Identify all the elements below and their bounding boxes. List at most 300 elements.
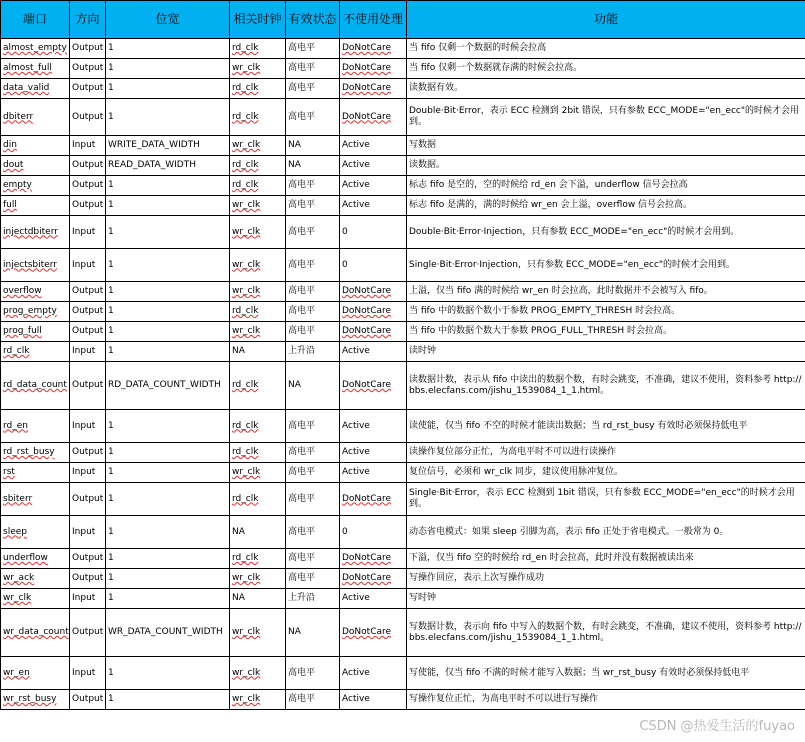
cell-active-state-text: 高电平 — [288, 667, 316, 678]
cell-function — [407, 516, 805, 549]
cell-function-text: 写操作回应，表示上次写操作成功 — [409, 573, 545, 583]
cell-port — [1, 589, 70, 609]
cell-function — [407, 176, 805, 196]
cell-direction-text: Output — [72, 286, 104, 296]
table-row — [1, 282, 805, 302]
table-row — [1, 249, 805, 282]
cell-function — [407, 463, 805, 483]
cell-width-text: 1 — [108, 694, 114, 704]
cell-unused-handling — [340, 196, 407, 216]
cell-active-state — [286, 589, 340, 609]
cell-port-text: almost_empty — [3, 43, 67, 53]
cell-clock — [230, 569, 286, 589]
cell-port — [1, 463, 70, 483]
cell-width-text: 1 — [108, 447, 114, 457]
header-port: 端口 — [1, 1, 70, 39]
cell-active-state — [286, 99, 340, 136]
cell-direction-text: Output — [72, 160, 104, 170]
cell-unused-handling — [340, 342, 407, 362]
cell-clock-text: rd_clk — [232, 420, 259, 431]
cell-clock — [230, 216, 286, 249]
cell-active-state — [286, 156, 340, 176]
cell-direction-text: Output — [72, 111, 104, 122]
cell-active-state-text: 高电平 — [288, 286, 316, 296]
cell-active-state — [286, 39, 340, 59]
cell-direction-text: Output — [72, 553, 104, 563]
watermark: CSDN @热爱生活的fuyao — [639, 719, 795, 734]
cell-port — [1, 99, 70, 136]
cell-unused-handling-text: Active — [342, 467, 370, 477]
cell-port — [1, 342, 70, 362]
cell-function — [407, 196, 805, 216]
cell-unused-handling — [340, 79, 407, 99]
cell-width — [106, 690, 230, 710]
cell-function — [407, 609, 805, 657]
cell-clock-text: NA — [232, 526, 245, 537]
table-row — [1, 196, 805, 216]
cell-clock-text: NA — [232, 346, 245, 356]
cell-width-text: 1 — [108, 226, 114, 237]
cell-unused-handling-text: DoNotCare — [342, 326, 392, 336]
cell-unused-handling-text: DoNotCare — [342, 286, 392, 296]
cell-direction — [70, 362, 106, 410]
cell-unused-handling-text: Active — [342, 694, 370, 704]
cell-function — [407, 410, 805, 443]
cell-function-text: 读使能，仅当 fifo 不空的时候才能读出数据；当 rd_rst_busy 有效时必须保持低电平 — [409, 420, 748, 431]
table-row — [1, 322, 805, 342]
cell-function-text: 下溢，仅当 fifo 空的时候给 rd_en 时会拉高，此时并没有数据被读出来 — [409, 553, 694, 563]
cell-function — [407, 342, 805, 362]
cell-active-state-text: 高电平 — [288, 493, 316, 504]
cell-direction-text: Output — [72, 83, 104, 93]
cell-port — [1, 196, 70, 216]
cell-width — [106, 79, 230, 99]
table-row — [1, 657, 805, 690]
cell-unused-handling-text: DoNotCare — [342, 553, 392, 563]
cell-active-state — [286, 79, 340, 99]
cell-clock-text: rd_clk — [232, 447, 259, 457]
cell-width-text: 1 — [108, 83, 114, 93]
cell-port — [1, 302, 70, 322]
cell-port — [1, 79, 70, 99]
cell-function-text: 当 fifo 中的数据个数小于参数 PROG_EMPTY_THRESH 时会拉高。 — [409, 306, 681, 316]
cell-unused-handling — [340, 609, 407, 657]
cell-width — [106, 516, 230, 549]
cell-port-text: wr_data_count — [3, 627, 69, 637]
cell-function-text: 当 fifo 仅剩一个数据就存满的时候会拉高。 — [409, 63, 583, 73]
cell-width — [106, 609, 230, 657]
cell-function-text: 读操作复位部分正忙，为高电平时不可以进行读操作 — [409, 447, 617, 457]
cell-active-state-text: 高电平 — [288, 467, 316, 477]
cell-port-text: data_valid — [3, 83, 50, 93]
cell-active-state — [286, 549, 340, 569]
cell-clock-text: NA — [232, 593, 245, 603]
cell-port-text: injectdbiterr — [3, 226, 58, 237]
cell-active-state-text: 上升沿 — [288, 593, 316, 603]
cell-clock — [230, 59, 286, 79]
cell-active-state-text: 高电平 — [288, 111, 316, 122]
cell-port — [1, 443, 70, 463]
cell-function-text: Single·Bit·Error·Injection，只有参数 ECC_MODE="en_ecc"的时候才会用到。 — [409, 259, 736, 270]
cell-function-text: 复位信号，必须和 wr_clk 同步，建议使用脉冲复位。 — [409, 467, 623, 477]
cell-direction — [70, 657, 106, 690]
cell-function — [407, 322, 805, 342]
cell-clock-text: wr_clk — [232, 286, 261, 296]
cell-function-text: 动态省电模式：如果 sleep 引脚为高，表示 fifo 正处于省电模式。一般常为 0。 — [409, 526, 729, 537]
cell-clock-text: rd_clk — [232, 160, 259, 170]
cell-clock-text: wr_clk — [232, 200, 261, 210]
cell-clock — [230, 410, 286, 443]
cell-unused-handling — [340, 589, 407, 609]
cell-width-text: 1 — [108, 63, 114, 73]
cell-port-text: rd_data_count — [3, 380, 67, 390]
cell-width-text: WR_DATA_COUNT_WIDTH — [108, 627, 223, 637]
header-function: 功能 — [407, 1, 805, 39]
cell-port-text: rst — [3, 467, 15, 477]
cell-width — [106, 589, 230, 609]
cell-port — [1, 690, 70, 710]
cell-function-text: 标志 fifo 是满的，满的时候给 wr_en 会上溢，overflow 信号会拉高。 — [409, 200, 693, 210]
cell-clock — [230, 589, 286, 609]
header-width: 位宽 — [106, 1, 230, 39]
cell-port-text: overflow — [3, 286, 42, 296]
cell-function-text: 读数据计数，表示从 fifo 中读出的数据个数，有时会跳变，不准确，建议不使用，资料参考 http://bbs.elecfans.com/jishu_1539084_1_1.html。 — [409, 374, 802, 396]
cell-active-state — [286, 362, 340, 410]
cell-direction-text: Output — [72, 493, 104, 504]
cell-width — [106, 136, 230, 156]
cell-direction — [70, 549, 106, 569]
cell-function-text: Double·Bit·Error，表示 ECC 检测到 2bit 错误，只有参数 ECC_MODE="en_ecc"的时候才会用到。 — [409, 106, 799, 127]
table-row — [1, 483, 805, 516]
cell-direction-text: Input — [72, 593, 96, 603]
cell-clock-text: rd_clk — [232, 380, 259, 390]
cell-active-state — [286, 443, 340, 463]
cell-unused-handling-text: DoNotCare — [342, 380, 392, 390]
cell-port-text: din — [3, 140, 17, 150]
cell-clock — [230, 342, 286, 362]
cell-function — [407, 302, 805, 322]
cell-active-state-text: NA — [288, 627, 301, 637]
cell-port — [1, 39, 70, 59]
cell-unused-handling-text: DoNotCare — [342, 306, 392, 316]
cell-function — [407, 136, 805, 156]
cell-active-state-text: 高电平 — [288, 259, 316, 270]
cell-port — [1, 249, 70, 282]
cell-active-state — [286, 322, 340, 342]
table-row — [1, 609, 805, 657]
cell-active-state-text: 高电平 — [288, 43, 316, 53]
cell-width-text: 1 — [108, 493, 114, 504]
cell-clock — [230, 549, 286, 569]
cell-unused-handling-text: DoNotCare — [342, 573, 392, 583]
cell-clock — [230, 99, 286, 136]
cell-function-text: 当 fifo 中的数据个数大于参数 PROG_FULL_THRESH 时会拉高。 — [409, 326, 673, 336]
cell-clock — [230, 362, 286, 410]
cell-port-text: sbiterr — [3, 493, 33, 504]
cell-port — [1, 609, 70, 657]
cell-port — [1, 657, 70, 690]
cell-direction — [70, 609, 106, 657]
cell-active-state — [286, 216, 340, 249]
cell-width-text: 1 — [108, 667, 114, 678]
cell-direction — [70, 136, 106, 156]
cell-clock-text: rd_clk — [232, 306, 259, 316]
cell-port — [1, 516, 70, 549]
table-row — [1, 176, 805, 196]
cell-clock-text: wr_clk — [232, 140, 261, 150]
cell-clock — [230, 690, 286, 710]
cell-unused-handling — [340, 410, 407, 443]
cell-width — [106, 249, 230, 282]
cell-active-state-text: 高电平 — [288, 226, 316, 237]
table-row — [1, 59, 805, 79]
table-row — [1, 549, 805, 569]
cell-width-text: 1 — [108, 180, 114, 190]
cell-width — [106, 196, 230, 216]
table-row — [1, 443, 805, 463]
cell-active-state-text: 上升沿 — [288, 346, 316, 356]
cell-unused-handling-text: DoNotCare — [342, 111, 392, 122]
cell-active-state — [286, 249, 340, 282]
cell-width — [106, 569, 230, 589]
cell-unused-handling-text: Active — [342, 200, 370, 210]
cell-unused-handling — [340, 39, 407, 59]
cell-active-state — [286, 342, 340, 362]
cell-port-text: empty — [3, 180, 32, 190]
cell-port — [1, 136, 70, 156]
cell-port — [1, 59, 70, 79]
cell-unused-handling-text: 0 — [342, 259, 348, 270]
cell-width — [106, 156, 230, 176]
cell-function — [407, 443, 805, 463]
cell-width-text: 1 — [108, 420, 114, 431]
cell-active-state — [286, 657, 340, 690]
cell-direction-text: Output — [72, 694, 104, 704]
cell-clock-text: wr_clk — [232, 573, 261, 583]
cell-function — [407, 690, 805, 710]
cell-active-state — [286, 463, 340, 483]
cell-width-text: 1 — [108, 573, 114, 583]
cell-active-state — [286, 59, 340, 79]
cell-width — [106, 282, 230, 302]
cell-clock-text: rd_clk — [232, 83, 259, 93]
cell-width — [106, 342, 230, 362]
cell-unused-handling — [340, 59, 407, 79]
cell-width — [106, 362, 230, 410]
cell-function-text: Single·Bit·Error，表示 ECC 检测到 1bit 错误，只有参数 ECC_MODE="en_ecc"的时候才会用到。 — [409, 488, 795, 509]
cell-unused-handling — [340, 569, 407, 589]
cell-unused-handling — [340, 443, 407, 463]
cell-width — [106, 99, 230, 136]
cell-width-text: 1 — [108, 306, 114, 316]
cell-unused-handling — [340, 463, 407, 483]
cell-direction-text: Output — [72, 380, 104, 390]
cell-unused-handling-text: 0 — [342, 526, 348, 537]
cell-direction-text: Output — [72, 200, 104, 210]
cell-clock-text: wr_clk — [232, 667, 261, 678]
cell-port-text: dbiterr — [3, 111, 34, 122]
cell-unused-handling — [340, 483, 407, 516]
cell-unused-handling — [340, 136, 407, 156]
cell-width-text: 1 — [108, 43, 114, 53]
table-row — [1, 39, 805, 59]
cell-function — [407, 59, 805, 79]
table-row — [1, 216, 805, 249]
cell-direction-text: Output — [72, 306, 104, 316]
cell-direction-text: Output — [72, 43, 104, 53]
cell-function-text: 读数据有效。 — [409, 83, 464, 93]
cell-clock — [230, 322, 286, 342]
cell-clock — [230, 196, 286, 216]
cell-direction — [70, 59, 106, 79]
cell-function — [407, 483, 805, 516]
cell-direction-text: Input — [72, 346, 96, 356]
cell-unused-handling-text: Active — [342, 447, 370, 457]
cell-port-text: wr_en — [3, 667, 30, 678]
cell-direction — [70, 690, 106, 710]
cell-active-state — [286, 690, 340, 710]
cell-clock — [230, 136, 286, 156]
cell-clock-text: rd_clk — [232, 553, 259, 563]
cell-clock-text: wr_clk — [232, 63, 261, 73]
cell-function — [407, 79, 805, 99]
cell-unused-handling — [340, 282, 407, 302]
cell-unused-handling — [340, 302, 407, 322]
cell-direction-text: Input — [72, 467, 96, 477]
table-header-row — [1, 1, 805, 39]
cell-unused-handling-text: Active — [342, 593, 370, 603]
cell-width-text: WRITE_DATA_WIDTH — [108, 140, 200, 150]
table-row — [1, 690, 805, 710]
cell-active-state-text: 高电平 — [288, 63, 316, 73]
cell-width — [106, 176, 230, 196]
cell-direction-text: Input — [72, 667, 96, 678]
cell-active-state — [286, 516, 340, 549]
cell-direction — [70, 463, 106, 483]
cell-function — [407, 362, 805, 410]
cell-direction — [70, 249, 106, 282]
cell-function-text: 读时钟 — [409, 346, 437, 356]
cell-direction — [70, 79, 106, 99]
cell-clock — [230, 79, 286, 99]
cell-clock-text: wr_clk — [232, 467, 261, 477]
cell-port — [1, 569, 70, 589]
cell-active-state-text: 高电平 — [288, 573, 316, 583]
cell-function-text: Double·Bit·Error·Injection，只有参数 ECC_MODE="en_ecc"的时候才会用到。 — [409, 226, 740, 237]
cell-clock — [230, 39, 286, 59]
cell-width — [106, 322, 230, 342]
cell-function — [407, 216, 805, 249]
cell-function — [407, 99, 805, 136]
cell-clock-text: wr_clk — [232, 627, 261, 637]
cell-width — [106, 483, 230, 516]
cell-unused-handling-text: Active — [342, 140, 370, 150]
cell-clock-text: wr_clk — [232, 259, 261, 270]
cell-clock — [230, 483, 286, 516]
cell-port-text: almost_full — [3, 63, 52, 73]
cell-unused-handling-text: DoNotCare — [342, 63, 392, 73]
cell-active-state-text: 高电平 — [288, 326, 316, 336]
cell-active-state-text: 高电平 — [288, 200, 316, 210]
cell-port-text: rd_rst_busy — [3, 447, 55, 457]
cell-direction-text: Input — [72, 140, 96, 150]
cell-active-state-text: 高电平 — [288, 420, 316, 431]
cell-direction-text: Input — [72, 420, 96, 431]
cell-width — [106, 657, 230, 690]
cell-function-text: 读数据。 — [409, 160, 446, 170]
cell-function-text: 写使能，仅当 fifo 不满的时候才能写入数据；当 wr_rst_busy 有效时必须保持低电平 — [409, 667, 750, 678]
cell-port — [1, 549, 70, 569]
cell-direction — [70, 516, 106, 549]
cell-port-text: wr_rst_busy — [3, 694, 57, 704]
cell-unused-handling — [340, 549, 407, 569]
cell-unused-handling — [340, 216, 407, 249]
cell-clock-text: rd_clk — [232, 493, 259, 504]
cell-function-text: 写时钟 — [409, 593, 437, 603]
cell-unused-handling-text: Active — [342, 180, 370, 190]
cell-direction — [70, 176, 106, 196]
cell-unused-handling — [340, 362, 407, 410]
cell-clock — [230, 156, 286, 176]
cell-port-text: full — [3, 200, 17, 210]
cell-function — [407, 156, 805, 176]
cell-clock — [230, 609, 286, 657]
table-row — [1, 302, 805, 322]
table-row — [1, 463, 805, 483]
cell-width-text: RD_DATA_COUNT_WIDTH — [108, 380, 221, 390]
cell-port — [1, 156, 70, 176]
cell-active-state — [286, 609, 340, 657]
cell-port — [1, 282, 70, 302]
cell-direction-text: Input — [72, 226, 96, 237]
cell-port-text: wr_clk — [3, 593, 32, 603]
cell-width — [106, 216, 230, 249]
table-row — [1, 569, 805, 589]
cell-width — [106, 463, 230, 483]
cell-unused-handling-text: Active — [342, 667, 370, 678]
cell-direction — [70, 410, 106, 443]
cell-port — [1, 483, 70, 516]
cell-port-text: dout — [3, 160, 24, 170]
table-row — [1, 79, 805, 99]
cell-active-state-text: 高电平 — [288, 553, 316, 563]
cell-active-state — [286, 483, 340, 516]
cell-unused-handling-text: Active — [342, 346, 370, 356]
cell-function — [407, 657, 805, 690]
cell-function — [407, 569, 805, 589]
cell-unused-handling-text: DoNotCare — [342, 493, 392, 504]
cell-width-text: 1 — [108, 526, 114, 537]
cell-direction — [70, 99, 106, 136]
cell-active-state — [286, 569, 340, 589]
cell-width-text: 1 — [108, 593, 114, 603]
cell-active-state — [286, 282, 340, 302]
cell-width-text: 1 — [108, 259, 114, 270]
cell-function — [407, 39, 805, 59]
cell-direction — [70, 156, 106, 176]
cell-clock — [230, 249, 286, 282]
cell-clock-text: wr_clk — [232, 694, 261, 704]
cell-direction — [70, 216, 106, 249]
cell-port — [1, 362, 70, 410]
header-active-state: 有效状态 — [286, 1, 340, 39]
header-direction: 方向 — [70, 1, 106, 39]
cell-direction — [70, 282, 106, 302]
cell-clock — [230, 443, 286, 463]
cell-direction-text: Output — [72, 447, 104, 457]
table-row — [1, 99, 805, 136]
table-row — [1, 589, 805, 609]
